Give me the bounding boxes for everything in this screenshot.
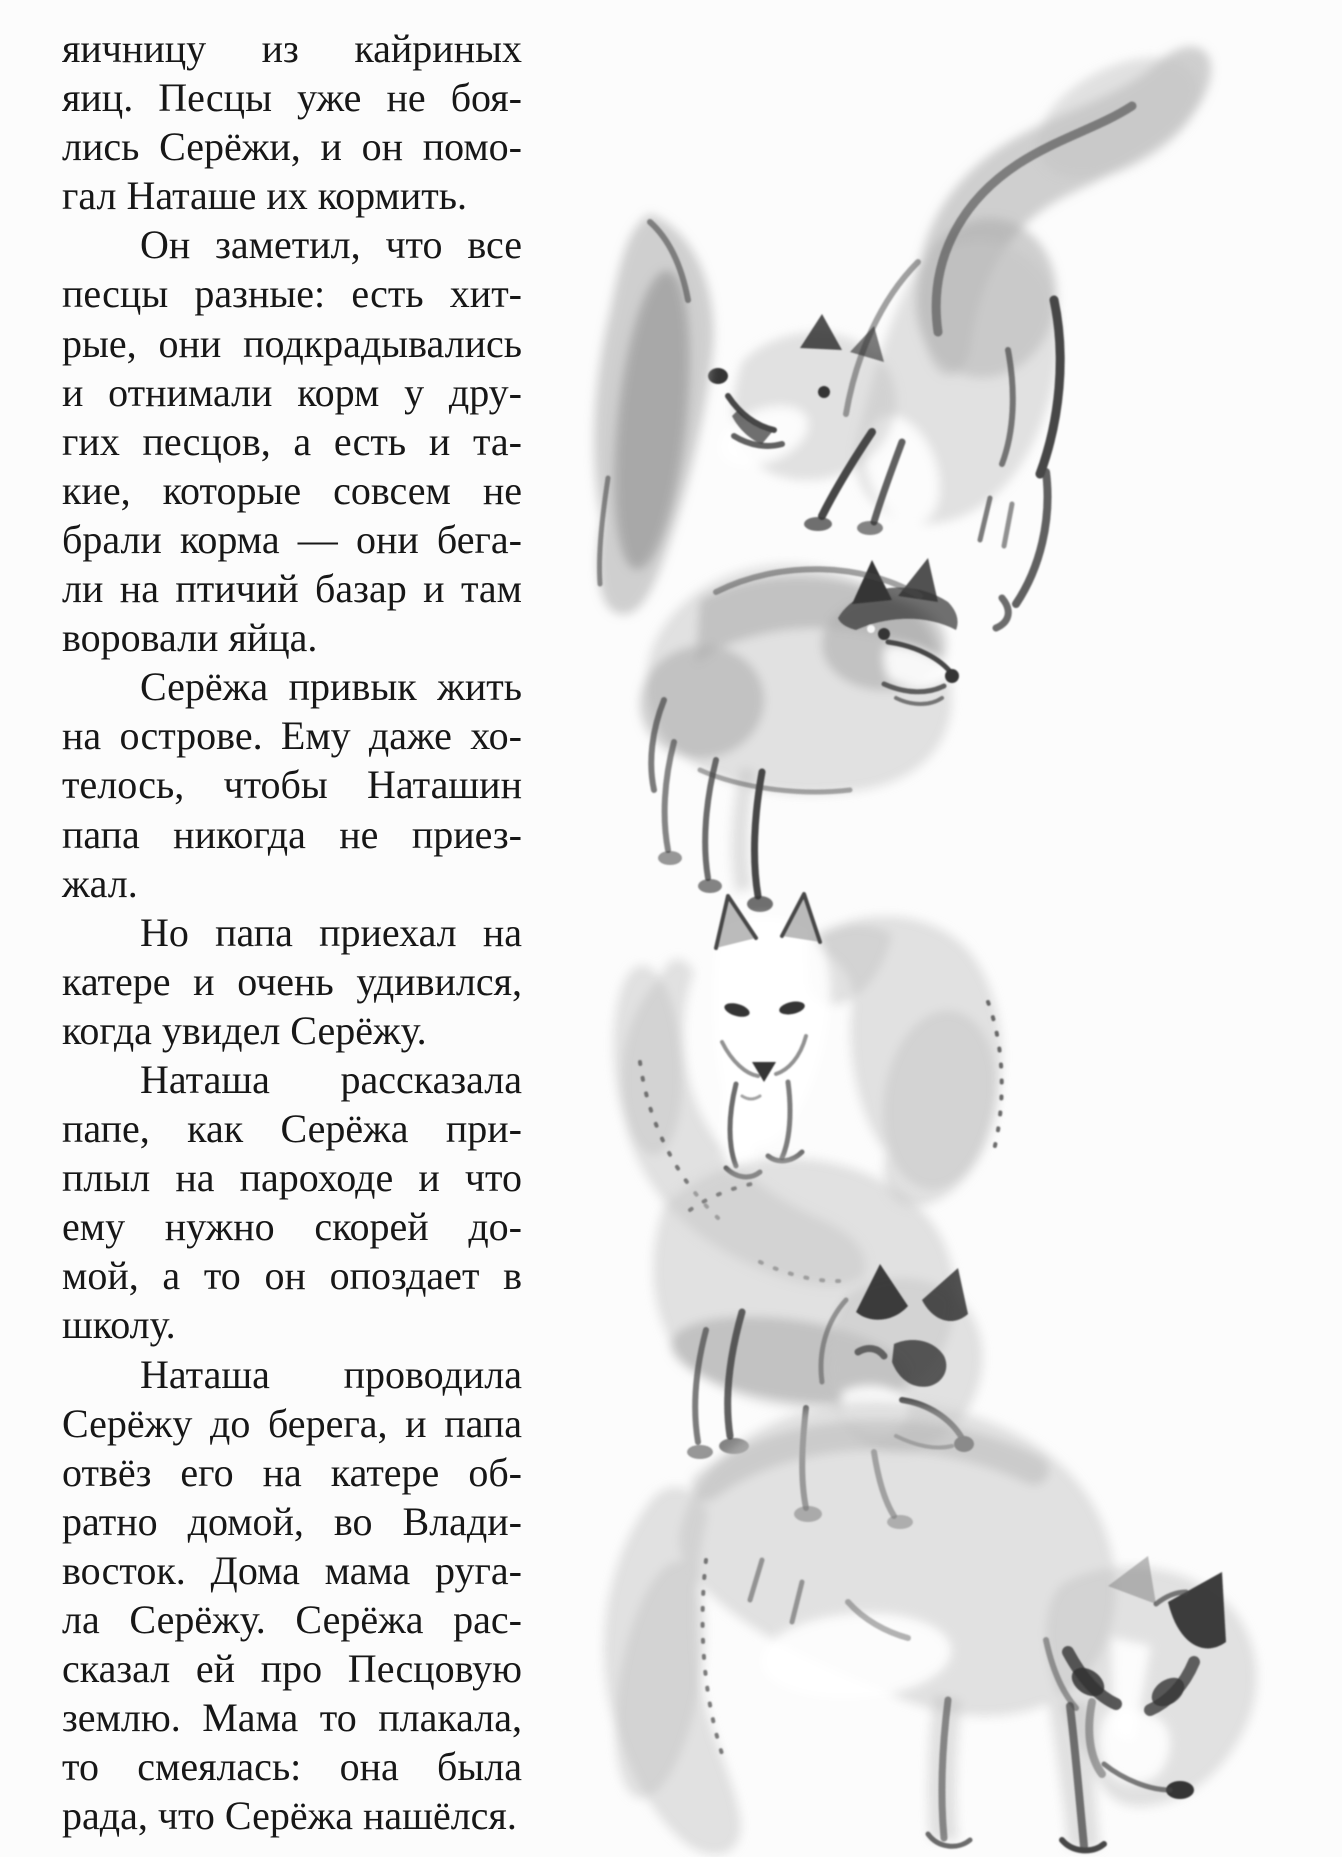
text-line: школу. [62, 1302, 176, 1348]
text-line: гих песцов, а есть и та- [62, 418, 522, 464]
text-line: сказал ей про Песцовую [62, 1646, 522, 1692]
text-line: ли на птичий базар и там [62, 566, 522, 612]
text-line: ратно домой, во Влади- [62, 1498, 522, 1544]
text-line: Но папа приехал на [140, 909, 522, 955]
text-line: ему нужно скорей до- [62, 1204, 522, 1250]
text-line: Серёжу до берега, и папа [62, 1400, 522, 1446]
text-line: катере и очень удивился, [62, 958, 522, 1004]
text-line: Наташа рассказала [140, 1056, 522, 1102]
text-line: жал. [62, 860, 138, 906]
text-line: папа никогда не приез- [62, 811, 522, 857]
text-line: яичницу из кайриных [62, 26, 522, 71]
text-line: отвёз его на катере об- [62, 1449, 522, 1495]
text-line: мой, а то он опоздает в [62, 1253, 522, 1299]
text-line: когда увидел Серёжу. [62, 1007, 427, 1053]
text-line: землю. Мама то плакала, [62, 1695, 522, 1741]
text-line: лись Серёжи, и он помо- [62, 124, 522, 170]
text-line: гал Наташе их кормить. [62, 173, 467, 219]
text-line: рые, они подкрадывались [62, 320, 522, 366]
text-line: и отнимали корм у дру- [62, 369, 522, 415]
fox-bowing [708, 33, 1219, 628]
text-line: папе, как Серёжа при- [62, 1106, 522, 1152]
text-line: брали корма — они бега- [62, 516, 522, 562]
text-line: телось, чтобы Наташин [62, 762, 522, 808]
text-line: ла Серёжу. Серёжа рас- [62, 1597, 522, 1642]
text-line: Он заметил, что все [140, 222, 522, 268]
text-line: то смеялась: она была [62, 1744, 522, 1790]
text-line: на острове. Ему даже хо- [62, 713, 522, 759]
text-line: Серёжа привык жить [140, 664, 522, 710]
text-line: Наташа проводила [140, 1351, 522, 1397]
text-line: восток. Дома мама руга- [62, 1547, 522, 1593]
text-line: рада, что Серёжа нашёлся. [62, 1793, 517, 1839]
text-line: плыл на пароходе и что [62, 1155, 522, 1201]
text-line: яиц. Песцы уже не боя- [62, 75, 522, 121]
text-line: воровали яйца. [62, 615, 318, 661]
fox-sniffing [600, 1401, 1257, 1854]
text-line: кие, которые совсем не [62, 467, 522, 513]
text-line: песцы разные: есть хит- [62, 271, 522, 317]
